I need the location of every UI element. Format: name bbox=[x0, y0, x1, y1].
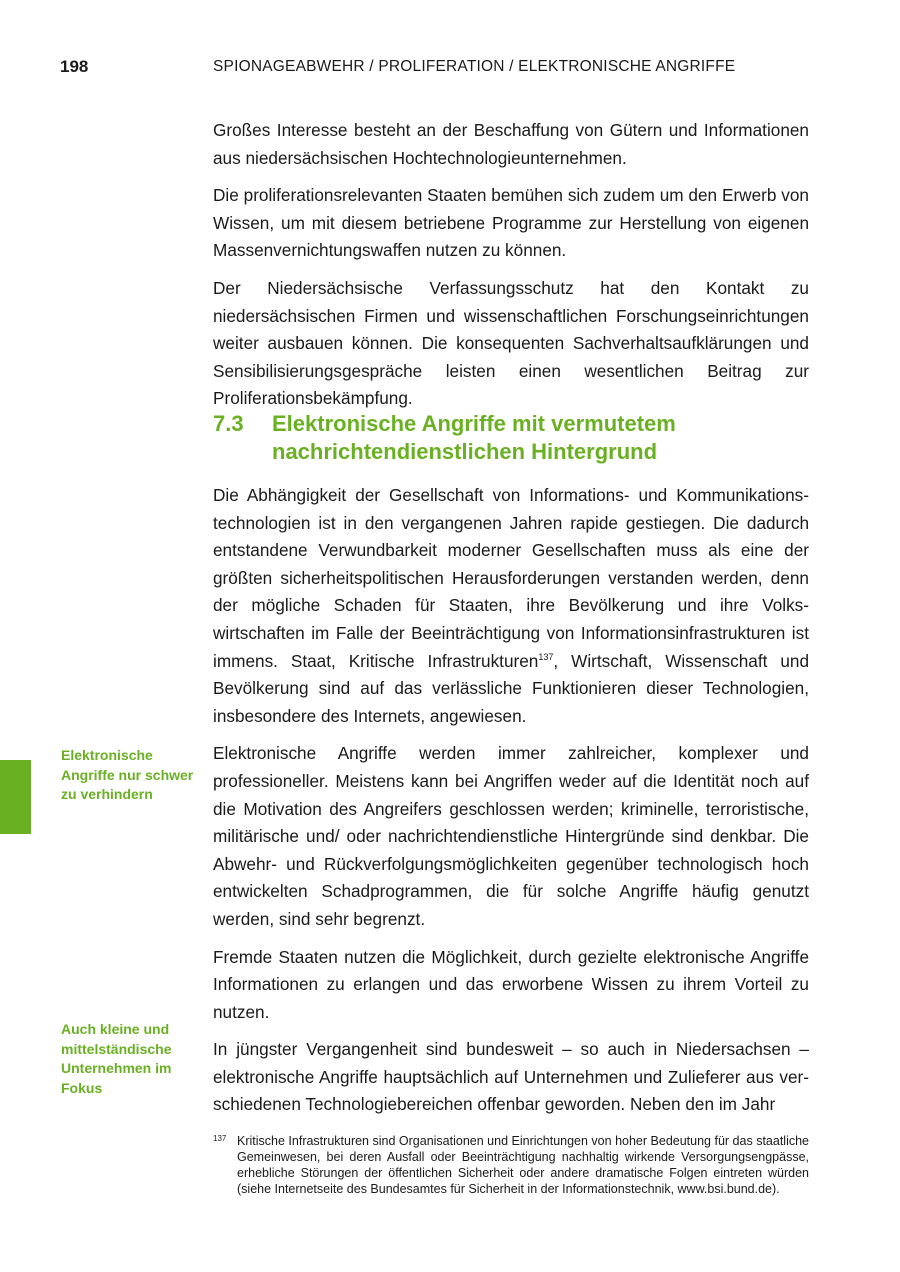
paragraph-2: Die proliferationsrelevanten Staaten bemühen sich zudem um den Erwerb von Wissen, um mit diesem betriebene Programme zur Herstellung von eigenen Massenvernichtungswaffen nutzen zu können. bbox=[213, 185, 809, 261]
margin-note-1: Elektronische Angriffe nur schwer zu verhindern bbox=[61, 747, 194, 802]
paragraph-4-end: , Wirtschaft, Wissenschaft und Bevölkerung sind auf das verlässliche Funktionieren dieser Technologien, insbesondere des Internets, angewiesen. bbox=[213, 650, 810, 726]
paragraph-1: Großes Interesse besteht an der Beschaffung von Gütern und Informationen aus niedersächsischen Hochtechnologieunternehmen. bbox=[213, 120, 809, 168]
footnote-number: 137 bbox=[213, 1134, 227, 1143]
section-body bbox=[213, 482, 809, 1119]
margin-note-2: Auch kleine und mittelständische Unternehmen im Fokus bbox=[61, 1021, 172, 1096]
footnote bbox=[213, 1133, 809, 1197]
section-number: 7.3 bbox=[213, 411, 244, 436]
footnote-ref[interactable]: 137 bbox=[538, 651, 554, 662]
paragraph-4 bbox=[213, 482, 809, 730]
paragraph-7: In jüngster Vergangenheit sind bundesweit – so auch in Niedersachsen – elektronische Angriffe hauptsächlich auf Unternehmen und Zulieferer aus verschiedenen Technologiebereichen offenbar geworden. Neben den im Jahr bbox=[213, 1039, 809, 1115]
paragraph-4-start: Die Abhängigkeit der Gesellschaft von Informations- und Kommunikationstechnologien ist in den vergangenen Jahren rapide gestiegen. Die dadurch entstandene Verwundbarkeit moderner Gesellschaften muss als eine der größten sicherheitspolitischen Herausforderungen verstanden werden, denn der mögliche Schaden für Staaten, ihre Bevölkerung und ihre Volkswirtschaften im Falle der Beeinträchtigung von Informationsinfrastrukturen ist immens. Staat, Kritische Infrastrukturen bbox=[213, 485, 809, 671]
page-number: 198 bbox=[60, 57, 89, 76]
running-header: SPIONAGEABWEHR / PROLIFERATION / ELEKTRONISCHE ANGRIFFE bbox=[213, 58, 736, 75]
paragraph-3: Der Niedersächsische Verfassungsschutz hat den Kontakt zu niedersächsischen Firmen und wissenschaftlichen Forschungseinrichtungen weiter ausbauen können. Die konsequenten Sachverhaltsaufklärungen und Sensibilisierungsgespräche leisten einen wesentlichen Beitrag zur Proliferationsbekämpfung. bbox=[213, 277, 809, 409]
paragraph-5: Elektronische Angriffe werden immer zahlreicher, komplexer und professioneller. Meistens kann bei Angriffen weder auf die Identität noch auf die Motivation des Angreifers geschlossen werden; kriminelle, terroristische, militärische und/ oder nachrichtendienstliche Hintergründe sind denkbar. Die Abwehr- und Rückverfolgungsmöglichkeiten gegenüber technologisch hoch entwickelten Schadprogrammen, die für solche Angriffe häufig genutzt werden, sind sehr begrenzt. bbox=[213, 743, 809, 929]
footnote-text: Kritische Infrastrukturen sind Organisationen und Einrichtungen von hoher Bedeutung für das staatliche Gemeinwesen, bei deren Ausfall oder Beeinträchtigung nachhaltig wirkende Versorgungsengpässe, erhebliche Störungen der öffentlichen Sicherheit oder andere dramatische Folgen eintreten würden (siehe Internetseite des Bundesamtes für Sicherheit in der Informationstechnik, www.bsi.bund.de). bbox=[237, 1134, 809, 1196]
paragraph-6: Fremde Staaten nutzen die Möglichkeit, durch gezielte elektronische Angriffe Informationen zu erlangen und das erworbene Wissen zu ihrem Vorteil zu nutzen. bbox=[213, 946, 809, 1022]
chapter-tab-marker bbox=[0, 760, 31, 834]
section-title: Elektronische Angriffe mit vermutetem nachrichtendienstlichen Hintergrund bbox=[272, 411, 676, 464]
intro-block bbox=[213, 117, 809, 413]
